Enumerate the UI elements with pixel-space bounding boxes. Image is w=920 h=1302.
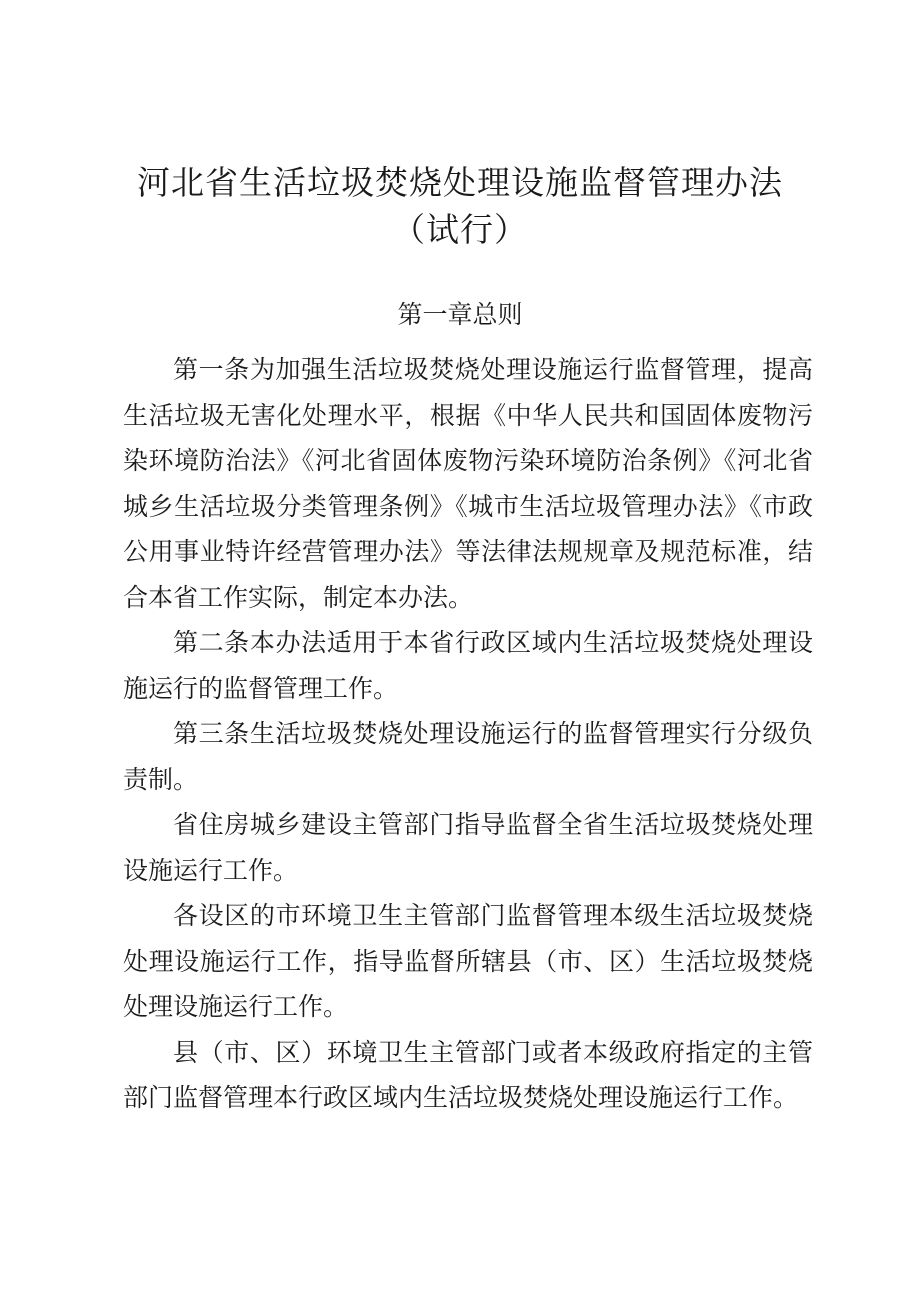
chapter-heading: 第一章总则 [397, 300, 523, 329]
article-2-paragraph: 第二条本办法适用于本省行政区域内生活垃圾焚烧处理设施运行的监督管理工作。 [123, 628, 813, 703]
article-1-paragraph: 第一条为加强生活垃圾焚烧处理设施运行监督管理，提高生活垃圾无害化处理水平，根据《中华人民共和国固体废物污染环境防治法》《河北省固体废物污染环境防治条例》《河北省城乡生活垃圾分类管理条例》《城市生活垃圾管理办法》《市政公用事业特许经营管理办法》等法律法规规章及规范标准，结合本省工作实际，制定本办法。 [123, 355, 813, 612]
document-title-suffix: （试行） [392, 210, 528, 249]
city-duty-paragraph: 各设区的市环境卫生主管部门监督管理本级生活垃圾焚烧处理设施运行工作，指导监督所辖县（市、区）生活垃圾焚烧处理设施运行工作。 [123, 901, 813, 1021]
provincial-duty-paragraph: 省住房城乡建设主管部门指导监督全省生活垃圾焚烧处理设施运行工作。 [123, 810, 813, 885]
article-3-paragraph: 第三条生活垃圾焚烧处理设施运行的监督管理实行分级负责制。 [123, 719, 813, 794]
document-title: 河北省生活垃圾焚烧处理设施监督管理办法 [137, 163, 783, 202]
document-body [123, 347, 813, 1121]
county-duty-paragraph: 县（市、区）环境卫生主管部门或者本级政府指定的主管部门监督管理本行政区域内生活垃圾焚烧处理设施运行工作。 [123, 1037, 813, 1112]
